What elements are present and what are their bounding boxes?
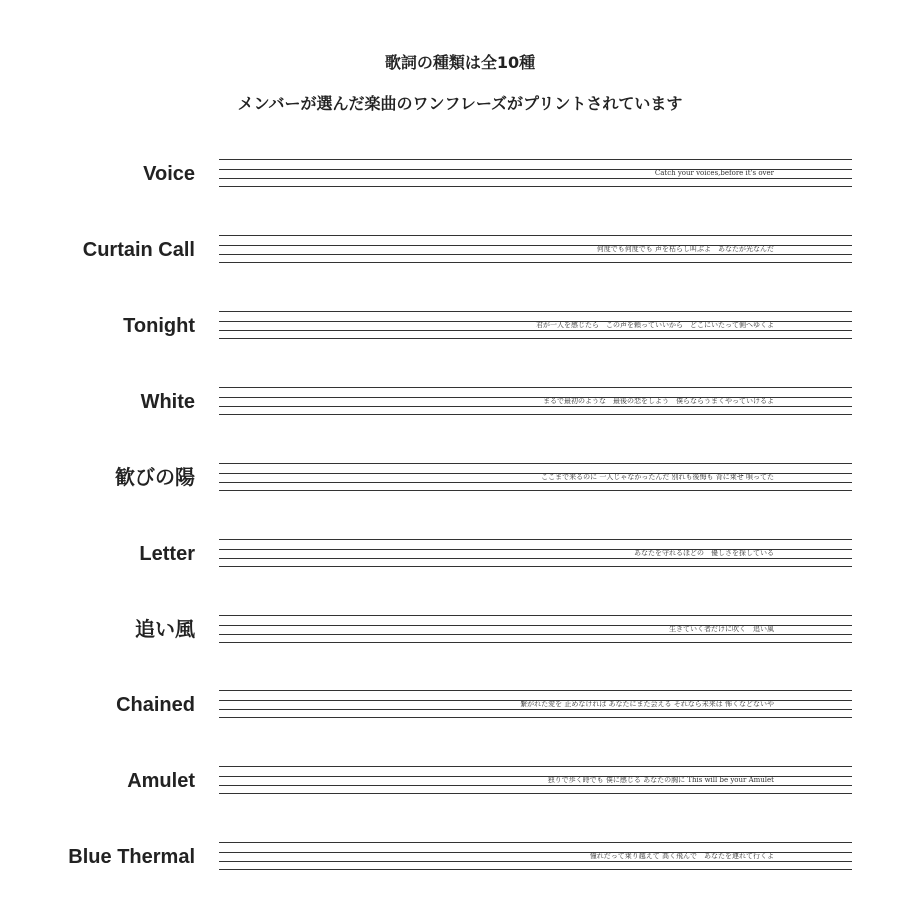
song-label: 追い風: [135, 619, 195, 641]
lyric-band: [219, 387, 852, 415]
lyric-text: あなたを守れるほどの 優しさを探している: [634, 549, 774, 557]
lyric-text: Catch your voices,before it's over: [654, 169, 774, 177]
lyric-text: 独りで歩く時でも 僕に感じる あなたの胸に This will be your Amulet: [547, 776, 774, 784]
lyric-band: [219, 615, 852, 643]
band-divider: [219, 785, 852, 786]
lyric-row-yorokobi-no-hi: [0, 463, 920, 493]
lyric-band: [219, 311, 852, 339]
band-divider: [219, 406, 852, 407]
lyric-band: [219, 159, 852, 187]
lyric-text: 生きていく者だけに吹く 追い風: [669, 625, 774, 633]
lyric-row-blue-thermal: [0, 842, 920, 872]
song-label: Voice: [143, 163, 195, 185]
lyric-text: 憧れだって乗り越えて 高く飛んで あなたを連れて行くよ: [589, 852, 774, 860]
lyric-text: ここまで来るのに 一人じゃなかったんだ 別れも後悔も 背に乗せ 唄ってた: [541, 473, 774, 481]
band-divider: [219, 330, 852, 331]
song-label: White: [140, 391, 195, 413]
band-divider: [219, 861, 852, 862]
song-label: Amulet: [127, 770, 195, 792]
lyric-row-tonight: [0, 311, 920, 341]
lyric-text: まるで最初のような 最後の恋をしよう 僕らならうまくやっていけるよ: [543, 397, 774, 405]
song-label: 歓びの陽: [115, 467, 195, 489]
lyric-band: [219, 539, 852, 567]
lyric-band: [219, 690, 852, 718]
lyric-row-amulet: [0, 766, 920, 796]
band-divider: [219, 709, 852, 710]
song-label: Letter: [139, 543, 195, 565]
lyric-text: 何度でも何度でも 声を枯らし叫ぶよ あなたが光なんだ: [596, 245, 774, 253]
lyric-band: [219, 766, 852, 794]
title-line-1: 歌詞の種類は全10種: [384, 53, 536, 72]
band-divider: [219, 634, 852, 635]
lyric-band: [219, 463, 852, 491]
lyric-row-oikaze: [0, 615, 920, 645]
title-line-2: メンバーが選んだ楽曲のワンフレーズがプリントされています: [237, 94, 683, 113]
lyric-band: [219, 235, 852, 263]
song-label: Chained: [116, 694, 195, 716]
lyric-row-chained: [0, 690, 920, 720]
lyric-row-curtain-call: [0, 235, 920, 265]
band-divider: [219, 254, 852, 255]
lyric-row-letter: [0, 539, 920, 569]
lyric-row-white: [0, 387, 920, 417]
lyric-text: 君が一人を感じたら この声を頼っていいから どこにいたって側へゆくよ: [536, 321, 774, 329]
band-divider: [219, 558, 852, 559]
lyric-row-voice: [0, 159, 920, 189]
song-label: Blue Thermal: [68, 846, 195, 868]
band-divider: [219, 178, 852, 179]
lyric-text: 繋がれた愛を 止めなければ あなたにまた会える それなら未来は 怖くなどないや: [520, 700, 774, 708]
lyric-band: [219, 842, 852, 870]
song-label: Curtain Call: [82, 239, 195, 261]
band-divider: [219, 482, 852, 483]
song-label: Tonight: [123, 315, 195, 337]
